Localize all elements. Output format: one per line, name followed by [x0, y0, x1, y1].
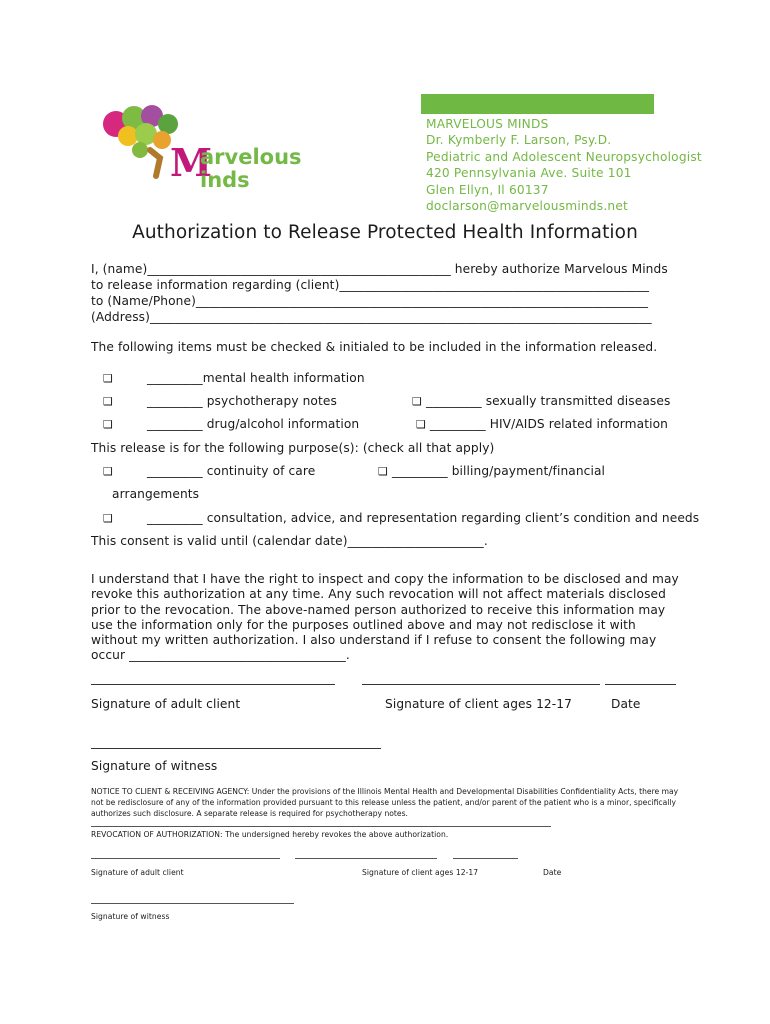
checkbox-icon[interactable]: ❑ — [103, 372, 113, 385]
contact-email: doclarson@marvelousminds.net — [426, 199, 628, 214]
signature-line[interactable] — [91, 858, 280, 859]
checkbox-icon[interactable]: ❑ — [103, 465, 113, 478]
item-mental-health: _________mental health information — [147, 371, 365, 385]
rev-sig-witness-label: Signature of witness — [91, 912, 170, 921]
purpose-heading: This release is for the following purpose(s): (check all that apply) — [91, 441, 495, 455]
date-line[interactable] — [453, 858, 518, 859]
checkbox-icon[interactable]: ❑ — [103, 395, 113, 408]
contact-line: Pediatric and Adolescent Neuropsychologist — [426, 149, 702, 164]
valid-until-field[interactable]: This consent is valid until (calendar date)______________________. — [91, 534, 488, 548]
date-line[interactable] — [605, 684, 676, 685]
item-drug-alcohol: _________ drug/alcohol information — [147, 417, 360, 431]
logo-text-top: arvelous — [200, 145, 302, 169]
contact-line: MARVELOUS MINDS — [426, 117, 549, 131]
purpose-arrangements: arrangements — [112, 487, 200, 501]
contact-line: Dr. Kymberly F. Larson, Psy.D. — [426, 133, 612, 148]
revocation-text: REVOCATION OF AUTHORIZATION: The undersigned hereby revokes the above authorization. — [91, 830, 449, 839]
sig-witness-label: Signature of witness — [91, 759, 218, 773]
marvelous-minds-logo — [94, 98, 314, 198]
purpose-consultation: _________ consultation, advice, and representation regarding client’s condition and needs — [147, 511, 700, 525]
purpose-billing: _________ billing/payment/financial — [392, 464, 605, 478]
signature-line[interactable] — [91, 684, 335, 685]
header-green-bar — [421, 94, 654, 114]
instructions: The following items must be checked & initialed to be included in the information released. — [91, 340, 658, 354]
client-field[interactable]: to release information regarding (client)__________________________________________________ — [91, 278, 650, 292]
purpose-continuity: _________ continuity of care — [147, 464, 316, 478]
signature-line[interactable] — [362, 684, 600, 685]
item-std: _________ sexually transmitted diseases — [426, 394, 671, 408]
checkbox-icon[interactable]: ❑ — [378, 465, 388, 478]
witness-line[interactable] — [91, 903, 294, 904]
item-psychotherapy: _________ psychotherapy notes — [147, 394, 337, 408]
sig-minor-label: Signature of client ages 12-17 — [385, 697, 572, 711]
recipient-field[interactable]: to (Name/Phone)_________________________________________________________________________ — [91, 294, 649, 308]
contact-block — [426, 116, 702, 214]
checkbox-icon[interactable]: ❑ — [103, 418, 113, 431]
contact-line: Glen Ellyn, Il 60137 — [426, 182, 549, 197]
rev-sig-adult-label: Signature of adult client — [91, 868, 184, 877]
document-title: Authorization to Release Protected Health Information — [132, 222, 638, 243]
logo-letter: M — [170, 140, 213, 185]
logo-text-bottom: inds — [200, 168, 250, 192]
address-field[interactable]: (Address)_________________________________________________________________________________ — [91, 310, 652, 324]
checkbox-icon[interactable]: ❑ — [416, 418, 426, 431]
checkbox-icon[interactable]: ❑ — [412, 395, 422, 408]
checkbox-icon[interactable]: ❑ — [103, 512, 113, 525]
name-field[interactable]: I, (name)_________________________________________________ hereby authorize Marvelous Minds — [91, 262, 668, 276]
notice-text: NOTICE TO CLIENT & RECEIVING AGENCY: Under the provisions of the Illinois Mental Health and Developmental Disabilities Confidentiality Acts, there may not be redisclosure of any of the information provided pursuant to this release unless the patient, and/or parent of the patient who is a minor, specifically authorizes such disclosure. A separate release is required for psychotherapy notes. — [91, 787, 679, 818]
signature-line[interactable] — [295, 858, 437, 859]
rev-sig-date-label: Date — [543, 868, 562, 877]
sig-adult-label: Signature of adult client — [91, 697, 241, 711]
contact-line: 420 Pennsylvania Ave. Suite 101 — [426, 166, 632, 181]
divider — [91, 826, 551, 827]
sig-date-label: Date — [611, 697, 641, 711]
item-hiv: _________ HIV/AIDS related information — [430, 417, 668, 431]
witness-line[interactable] — [91, 748, 381, 749]
rev-sig-minor-label: Signature of client ages 12-17 — [362, 868, 479, 877]
understand-paragraph: I understand that I have the right to inspect and copy the information to be disclosed and may revoke this authorization at any time. Any such revocation will not affect materials disclosed prior to the revocation. The above-named person authorized to receive this information may use the information only for the purposes outlined above and may not redisclose it with without my written authorization. I also understand if I refuse to consent the following may occur ___________________________________. — [91, 572, 679, 663]
